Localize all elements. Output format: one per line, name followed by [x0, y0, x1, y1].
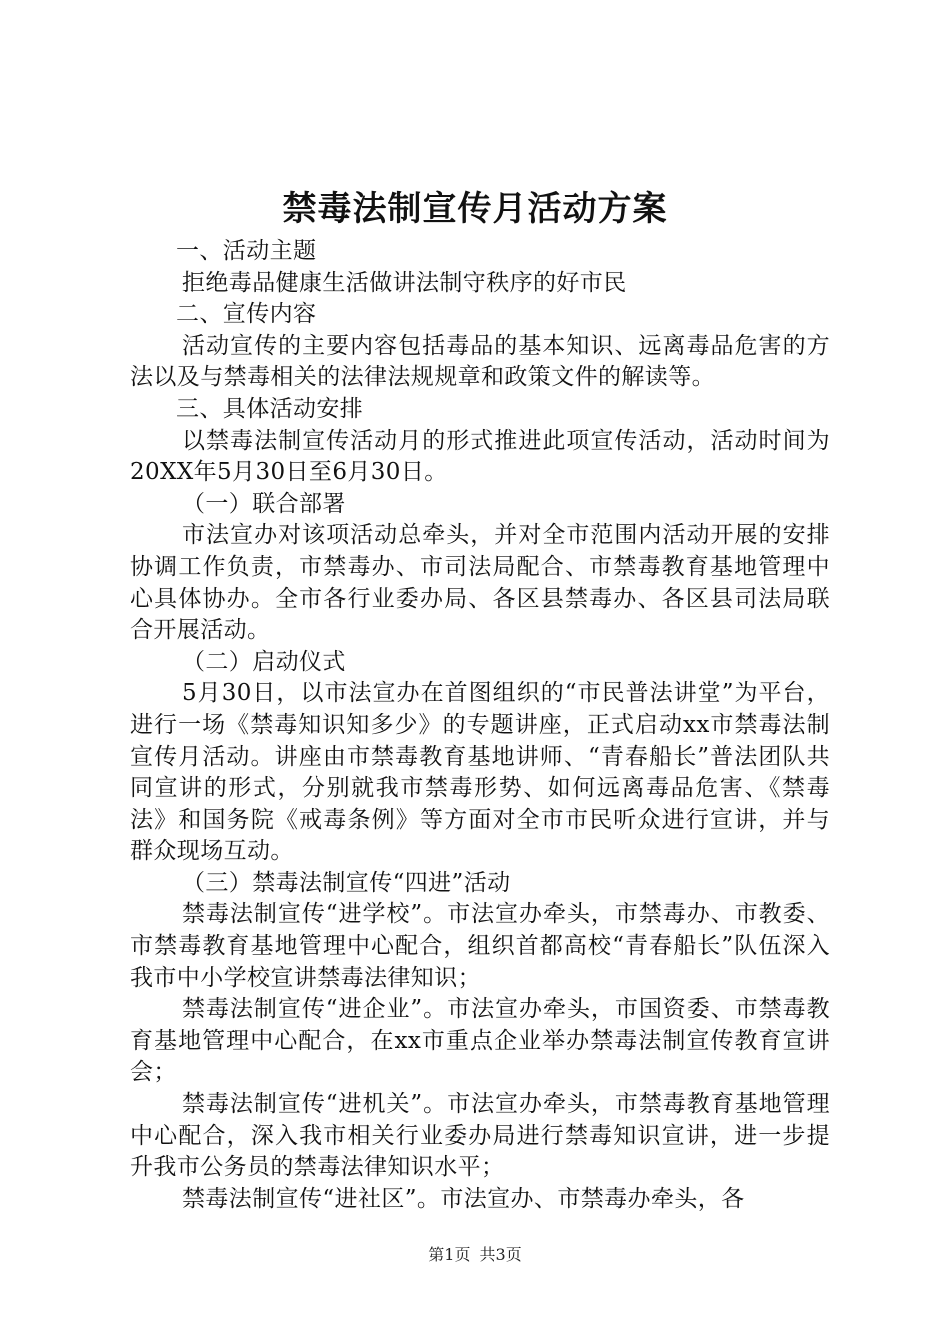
section-3-heading: 三、具体活动安排	[176, 395, 364, 422]
document-body	[130, 236, 830, 1215]
document-title: 禁毒法制宣传月活动方案	[282, 189, 668, 229]
subsection-1-text: 市法宣办对该项活动总牵头，并对全市范围内活动开展的安排协调工作负责，市禁毒办、市司法局配合、市禁毒教育基地管理中心具体协办。全市各行业委办局、各区县禁毒办、各区县司法局联合开展活动。	[130, 522, 830, 644]
section-1-heading: 一、活动主题	[176, 238, 317, 264]
subsection-3-paragraph-schools: 禁毒法制宣传“进学校”。市法宣办牵头，市禁毒办、市教委、市禁毒教育基地管理中心配合，组织首都高校“青春船长”队伍深入我市中小学校宣讲禁毒法律知识；	[130, 901, 830, 991]
subsection-3-paragraph-enterprises: 禁毒法制宣传“进企业”。市法宣办牵头，市国资委、市禁毒教育基地管理中心配合，在xx市重点企业举办禁毒法制宣传教育宣讲会；	[130, 996, 830, 1086]
page-footer	[0, 1244, 950, 1266]
section-3-text: 以禁毒法制宣传活动月的形式推进此项宣传活动，活动时间为20XX年5月30日至6月30日。	[130, 427, 830, 486]
page-number: 第1页	[428, 1245, 471, 1264]
total-pages: 共3页	[479, 1245, 522, 1264]
subsection-3-paragraph-communities: 禁毒法制宣传“进社区”。市法宣办、市禁毒办牵头，各	[182, 1185, 745, 1212]
section-2-text: 活动宣传的主要内容包括毒品的基本知识、远离毒品危害的方法以及与禁毒相关的法律法规规章和政策文件的解读等。	[130, 332, 830, 391]
subsection-3-paragraph-agencies: 禁毒法制宣传“进机关”。市法宣办牵头，市禁毒教育基地管理中心配合，深入我市相关行业委办局进行禁毒知识宣讲，进一步提升我市公务员的禁毒法律知识水平；	[130, 1091, 830, 1181]
section-2-heading: 二、宣传内容	[176, 301, 317, 328]
subsection-2-heading: （二）启动仪式	[182, 648, 346, 675]
subsection-1-heading: （一）联合部署	[182, 490, 346, 517]
subsection-2-text: 5月30日，以市法宣办在首图组织的“市民普法讲堂”为平台，进行一场《禁毒知识知多少》的专题讲座，正式启动xx市禁毒法制宣传月活动。讲座由市禁毒教育基地讲师、“青春船长”普法团队共同宣讲的形式，分别就我市禁毒形势、如何远离毒品危害、《禁毒法》和国务院《戒毒条例》等方面对全市市民听众进行宣讲，并与群众现场互动。	[130, 680, 830, 865]
subsection-3-heading: （三）禁毒法制宣传“四进”活动	[182, 869, 511, 896]
section-1-text: 拒绝毒品健康生活做讲法制守秩序的好市民	[182, 269, 627, 296]
